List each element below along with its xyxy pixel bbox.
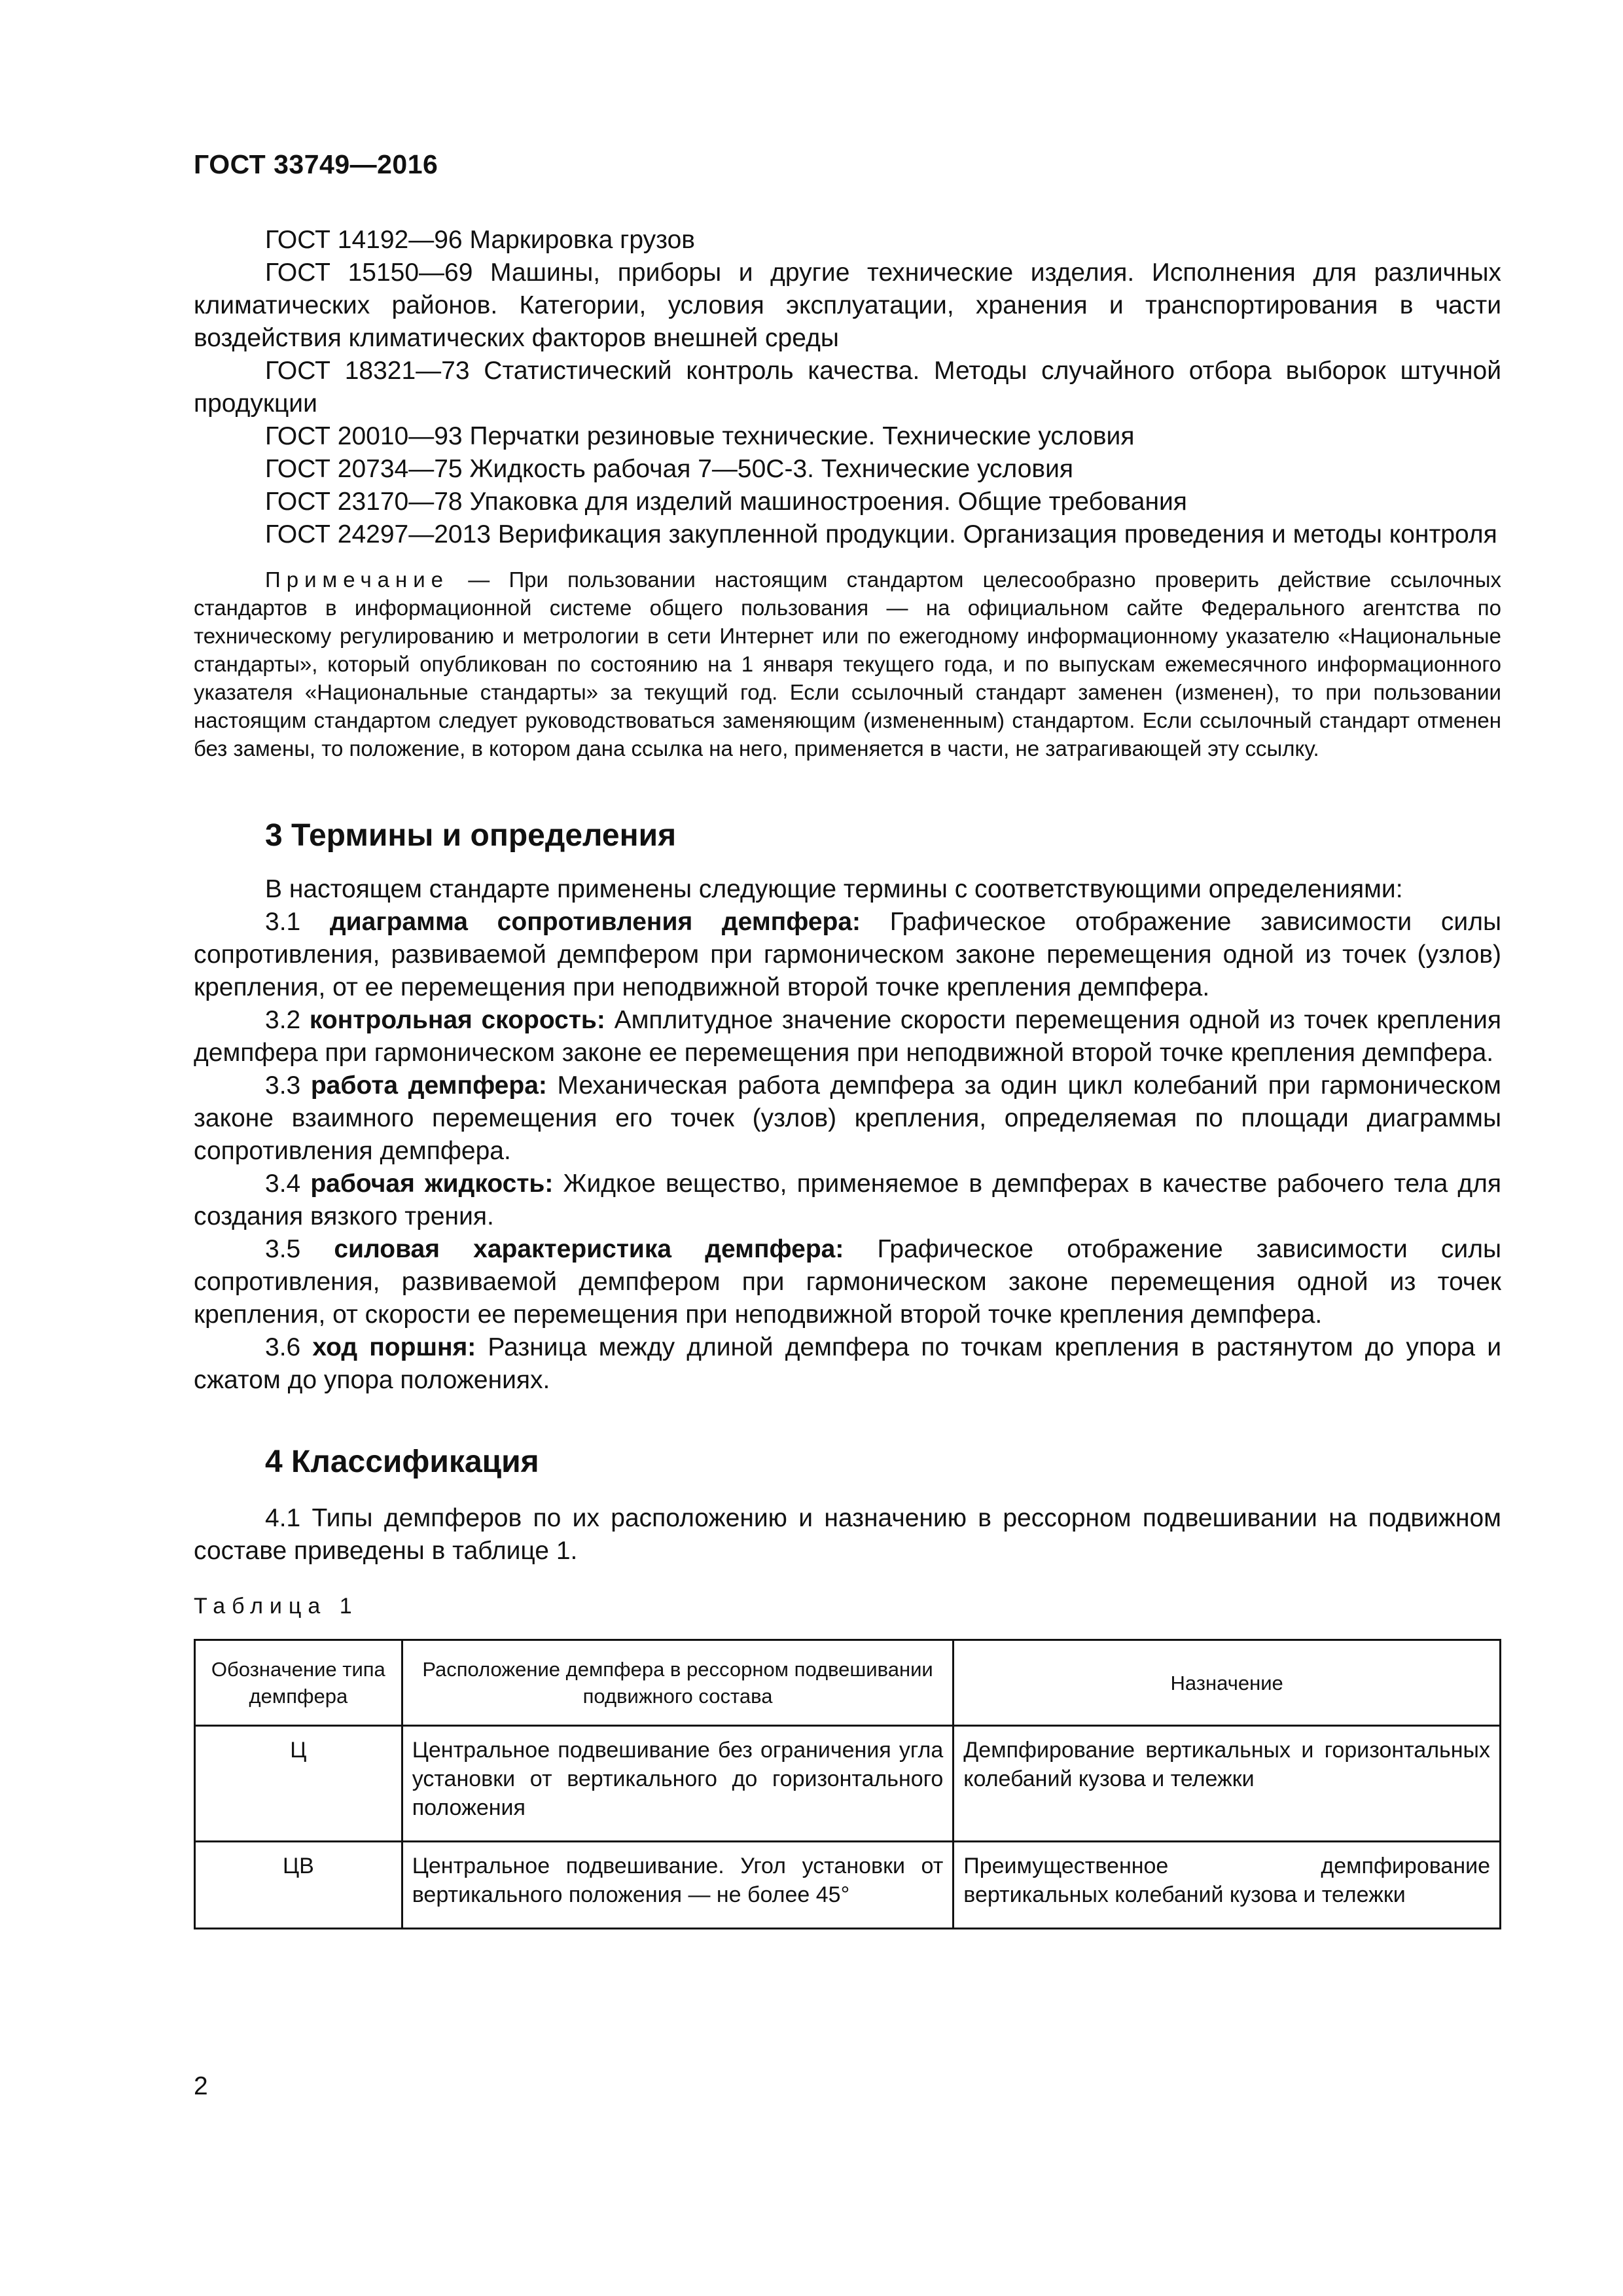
term-definition (194, 1004, 1501, 1069)
table-cell: Преимущественное демпфирование вертикальных колебаний кузова и тележки (954, 1842, 1501, 1929)
references-note (194, 565, 1501, 762)
term-number: 3.3 (265, 1071, 311, 1100)
term-number: 3.4 (265, 1170, 311, 1198)
term-text: Амплитудное значение скорости перемещения одной из точек крепления демпфера при гармоническом законе ее перемещения при неподвижной второй точке крепления демпфера. (194, 1006, 1502, 1067)
section-4-heading: 4 Классификация (265, 1444, 539, 1479)
term-number: 3.1 (265, 908, 330, 936)
term-definition (194, 1069, 1501, 1168)
reference-item: ГОСТ 24297—2013 Верификация закупленной продукции. Организация проведения и методы контроля (265, 520, 1497, 548)
term-name: диаграмма сопротивления демпфера: (329, 908, 861, 936)
term-text: Графическое отображение зависимости силы сопротивления, развиваемой демпфером при гармоническом законе перемещения одной из точек (узлов) крепления, от ее перемещения при неподвижной второй точке крепления демпфера. (194, 908, 1501, 1001)
term-name: силовая характеристика демпфера: (334, 1235, 844, 1263)
table-cell: Центральное подвешивание без ограничения угла установки от вертикального до горизонтального положения (402, 1726, 954, 1842)
page-number: 2 (194, 2072, 208, 2100)
page-content (194, 224, 1501, 1929)
table-header-cell: Обозначение типа демпфера (195, 1640, 402, 1726)
table-row (195, 1726, 1501, 1842)
term-text: Графическое отображение зависимости силы сопротивления, развиваемой демпфером при гармоническом законе перемещения одной из точек крепления, от скорости ее перемещения при неподвижной второй точке крепления демпфера. (194, 1235, 1501, 1329)
term-number: 3.6 (265, 1333, 313, 1361)
reference-item: ГОСТ 20010—93 Перчатки резиновые технические. Технические условия (265, 422, 1135, 450)
term-text: Разница между длиной демпфера по точкам крепления в растянутом до упора и сжатом до упора положениях. (194, 1333, 1501, 1394)
document-code-header: ГОСТ 33749—2016 (194, 149, 438, 179)
term-name: работа демпфера: (310, 1071, 547, 1100)
note-text: — При пользовании настоящим стандартом целесообразно проверить действие ссылочных стандартов в информационной системе общего пользования — на официальном сайте Федерального агентства по техническому регулированию и метрологии в сети Интернет или по ежегодному информационному указателю «Национальные стандарты», который опубликован по состоянию на 1 января текущего года, и по выпускам ежемесячного информационного указателя «Национальные стандарты» за текущий год. Если ссылочный стандарт заменен (изменен), то при пользовании настоящим стандартом следует руководствоваться заменяющим (измененным) стандартом. Если ссылочный стандарт отменен без замены, то положение, в котором дана ссылка на него, применяется в части, не затрагивающей эту ссылку. (194, 567, 1501, 761)
term-name: ход поршня: (312, 1333, 476, 1361)
table-cell: Демпфирование вертикальных и горизонтальных колебаний кузова и тележки (954, 1726, 1501, 1842)
table-header-cell: Назначение (954, 1640, 1501, 1726)
term-definition (194, 1331, 1501, 1397)
table-cell: Ц (195, 1726, 402, 1842)
term-name: контрольная скорость: (309, 1006, 605, 1034)
reference-item: ГОСТ 18321—73 Статистический контроль качества. Методы случайного отбора выборок штучной продукции (194, 357, 1501, 418)
table-cell: ЦВ (195, 1842, 402, 1929)
note-label: Примечание (265, 567, 450, 592)
reference-item: ГОСТ 23170—78 Упаковка для изделий машиностроения. Общие требования (265, 488, 1187, 516)
table-title: Таблица 1 (194, 1594, 359, 1619)
term-definition (194, 1233, 1501, 1331)
term-number: 3.2 (265, 1006, 310, 1034)
term-definition (194, 1168, 1501, 1233)
section-3-intro: В настоящем стандарте применены следующие термины с соответствующими определениями: (265, 875, 1403, 903)
section-4-paragraph: 4.1 Типы демпферов по их расположению и назначению в рессорном подвешивании на подвижном составе приведены в таблице 1. (194, 1504, 1501, 1565)
term-text: Механическая работа демпфера за один цикл колебаний при гармоническом законе взаимного перемещения его точек (узлов) крепления, определяемая по площади диаграммы сопротивления демпфера. (194, 1071, 1501, 1165)
reference-item: ГОСТ 20734—75 Жидкость рабочая 7—50С-3. Технические условия (265, 455, 1074, 483)
table-header-cell: Расположение демпфера в рессорном подвешивании подвижного состава (402, 1640, 954, 1726)
reference-item: ГОСТ 14192—96 Маркировка грузов (265, 226, 695, 254)
reference-item: ГОСТ 15150—69 Машины, приборы и другие технические изделия. Исполнения для различных климатических районов. Категории, условия эксплуатации, хранения и транспортирования в части воздействия климатических факторов внешней среды (194, 259, 1501, 352)
term-definition (194, 906, 1501, 1004)
damper-types-table (194, 1639, 1501, 1929)
term-text: Жидкое вещество, применяемое в демпферах в качестве рабочего тела для создания вязкого трения. (194, 1170, 1501, 1230)
table-row (195, 1842, 1501, 1929)
normative-references-list (194, 224, 1501, 551)
table-cell: Центральное подвешивание. Угол установки от вертикального положения — не более 45° (402, 1842, 954, 1929)
term-number: 3.5 (265, 1235, 334, 1263)
term-name: рабочая жидкость: (310, 1170, 554, 1198)
section-3-heading: 3 Термины и определения (265, 818, 677, 853)
table-header-row (195, 1640, 1501, 1726)
